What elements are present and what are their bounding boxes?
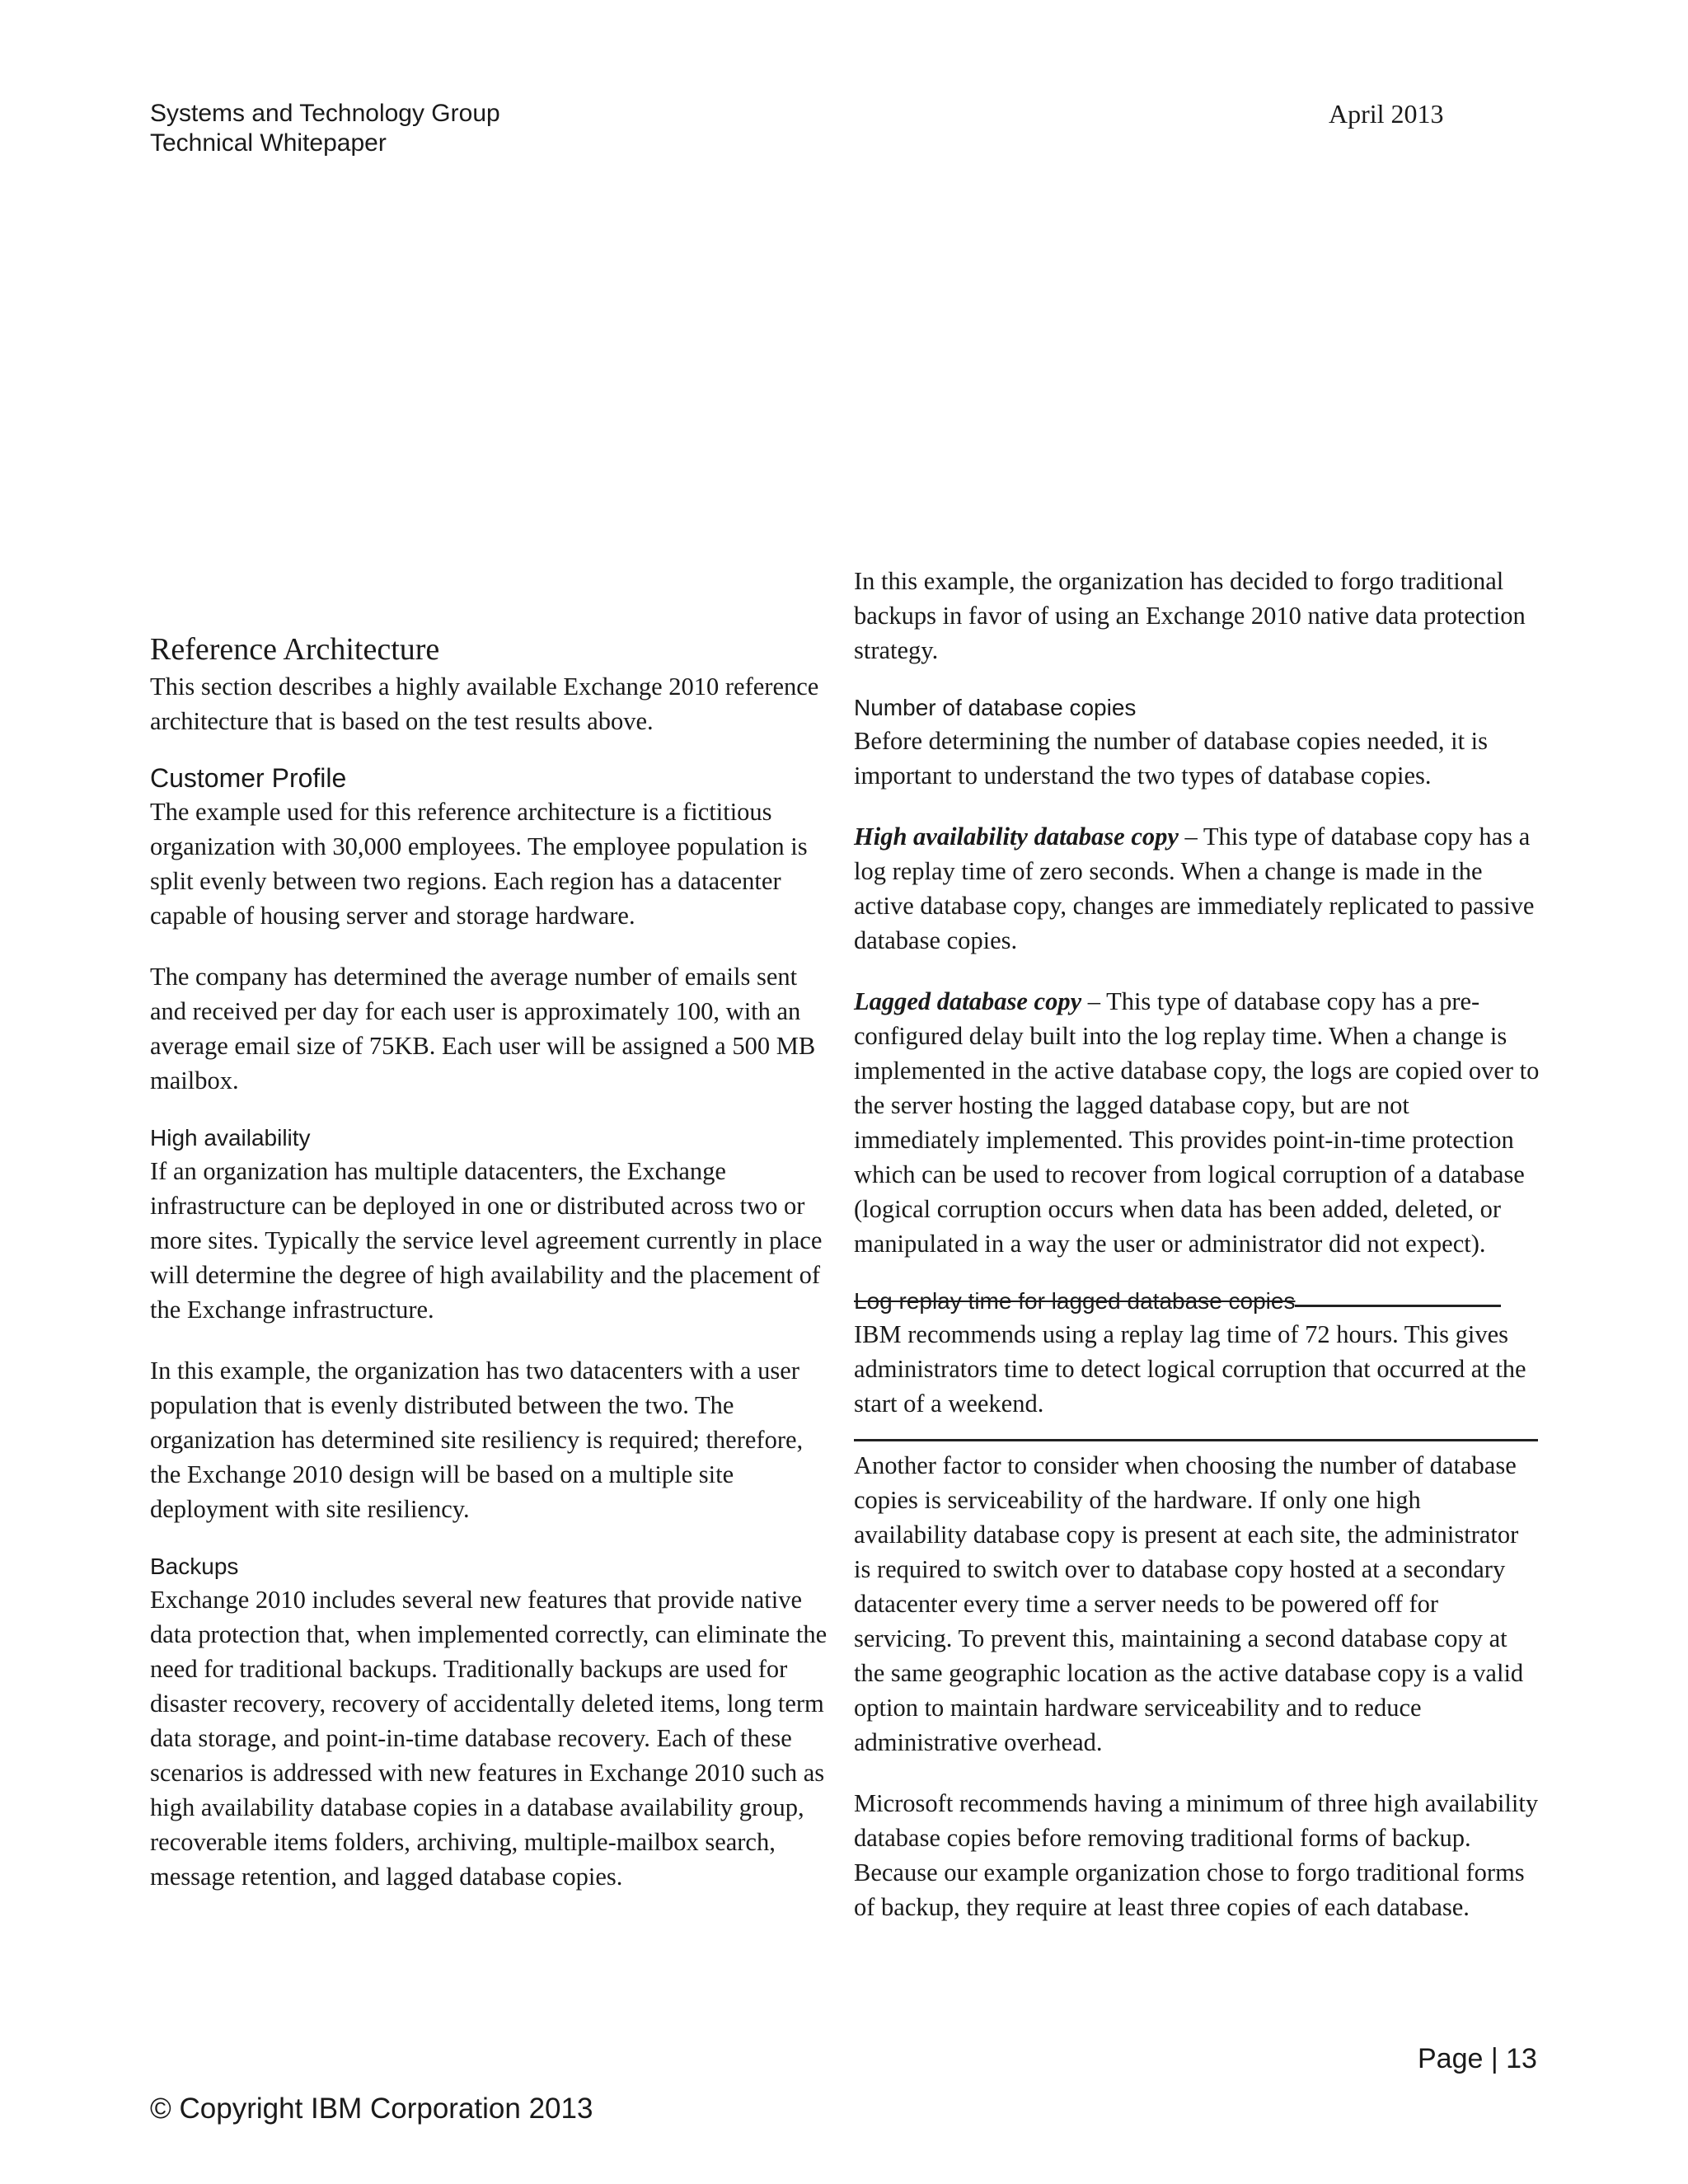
customer-profile-paragraph-1: The example used for this reference architecture is a fictitious organization with 30,000 employees. The employee population is split evenly between two regions. Each region has a datacenter capable of housing server and storage hardware. bbox=[150, 798, 808, 930]
page-header bbox=[150, 99, 500, 158]
page-number: Page | 13 bbox=[1418, 2043, 1537, 2074]
lag-callout-text: IBM recommends using a replay lag time of 72 hours. This gives administrators time to detect logical corruption that occurred at the start of a weekend. bbox=[854, 1320, 1526, 1418]
high-availability-heading: High availability bbox=[150, 1125, 311, 1151]
header-date: April 2013 bbox=[1329, 99, 1444, 129]
lag-callout-heading: Log replay time for lagged database copies bbox=[854, 1288, 1296, 1314]
section-intro: This section describes a highly available Exchange 2010 reference architecture that is based on the test results above. bbox=[150, 673, 819, 735]
backups-paragraph-2: In this example, the organization has decided to forgo traditional backups in favor of using an Exchange 2010 native data protection strategy. bbox=[854, 567, 1526, 664]
high-availability-paragraph-1: If an organization has multiple datacenters, the Exchange infrastructure can be deployed in one or distributed across two or more sites. Typically the service level agreement currently in place will determine the degree of high availability and the placement of the Exchange infrastructure. bbox=[150, 1157, 823, 1324]
serviceability-paragraph: Another factor to consider when choosing the number of database copies is serviceability of the hardware. If only one high availability database copy is present at each site, the administrator is required to switch over to database copy hosted at a secondary datacenter every time a server needs to be powered off for servicing. To prevent this, maintaining a second database copy at the same geographic location as the active database copy is a valid option to maintain hardware serviceability and to reduce administrative overhead. bbox=[854, 1451, 1524, 1756]
high-availability-paragraph-2: In this example, the organization has two datacenters with a user population that is evenly distributed between the two. The organization has determined site resiliency is required; therefore, the Exchange 2010 design will be based on a multiple site deployment with site resiliency. bbox=[150, 1357, 804, 1523]
ha-copy-term: High availability database copy bbox=[854, 823, 1179, 851]
copyright-notice: © Copyright IBM Corporation 2013 bbox=[150, 2093, 593, 2125]
ha-copy-text: – This type of database copy has a log replay time of zero seconds. When a change is made in the active database copy, changes are immediately replicated to passive database copies. bbox=[854, 823, 1535, 954]
customer-profile-heading: Customer Profile bbox=[150, 763, 347, 793]
lag-callout-top-rule bbox=[1295, 1305, 1501, 1307]
database-copies-paragraph: Before determining the number of database copies needed, it is important to understand the two types of database copies. bbox=[854, 727, 1489, 790]
backups-heading: Backups bbox=[150, 1554, 239, 1579]
lag-callout-box bbox=[854, 1286, 1540, 1441]
header-doc-type: Technical Whitepaper bbox=[150, 129, 387, 157]
lagged-copy-text: – This type of database copy has a pre-configured delay built into the log replay time. When a change is implemented in the active database copy, the logs are copied over to the server hosting the lagged database copy, but are not immediately implemented. This provides point-in-time protection which can be used to recover from logical corruption of a database (logical corruption occurs when data has been added, deleted, or manipulated in a way the user or administrator did not expect). bbox=[854, 987, 1540, 1258]
lag-callout-heading-row bbox=[854, 1286, 1540, 1317]
lagged-copy-definition bbox=[854, 984, 1540, 1261]
lag-callout-bottom-rule bbox=[854, 1439, 1538, 1441]
ha-copy-definition bbox=[854, 819, 1540, 958]
right-column bbox=[854, 564, 1540, 1924]
customer-profile-paragraph-2: The company has determined the average number of emails sent and received per day for each user is approximately 100, with an average email size of 75KB. Each user will be assigned a 500 MB mailbox. bbox=[150, 963, 816, 1094]
header-org: Systems and Technology Group bbox=[150, 100, 500, 127]
database-copies-heading: Number of database copies bbox=[854, 695, 1137, 720]
section-title: Reference Architecture bbox=[150, 632, 440, 667]
microsoft-recommendation-paragraph: Microsoft recommends having a minimum of three high availability database copies before removing traditional forms of backup. Because our example organization chose to forgo traditional forms of backup, they require at least three copies of each database. bbox=[854, 1789, 1539, 1921]
backups-paragraph-1: Exchange 2010 includes several new features that provide native data protection that, when implemented correctly, can eliminate the need for traditional backups. Traditionally backups are used for disaster recovery, recovery of accidentally deleted items, long term data storage, and point-in-time database recovery. Each of these scenarios is addressed with new features in Exchange 2010 such as high availability database copies in a database availability group, recoverable items folders, archiving, multiple-mailbox search, message retention, and lagged database copies. bbox=[150, 1586, 828, 1891]
lagged-copy-term: Lagged database copy bbox=[854, 987, 1082, 1015]
left-column bbox=[150, 630, 839, 1894]
